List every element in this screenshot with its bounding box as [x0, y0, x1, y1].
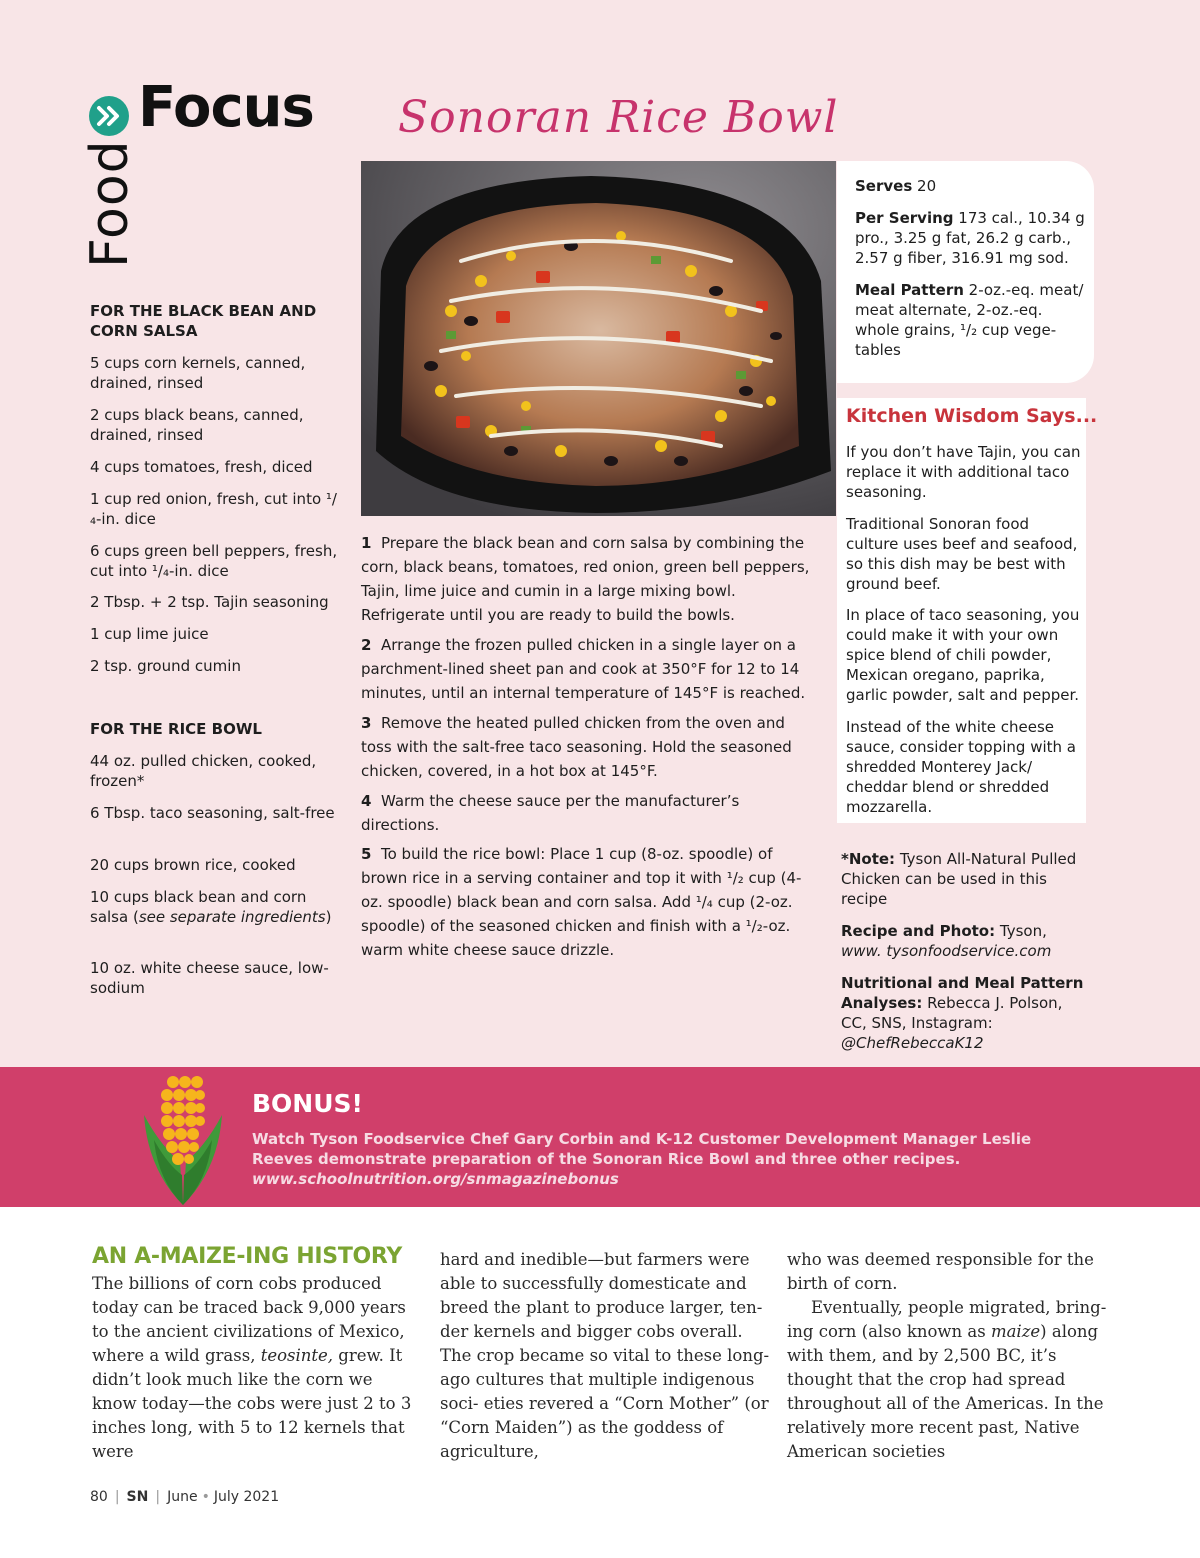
salsa-ingredients-heading: FOR THE BLACK BEAN AND CORN SALSA	[90, 302, 317, 340]
issue-date: July 2021	[213, 1489, 280, 1505]
section-brand-focus: Focus	[138, 75, 314, 140]
kitchen-wisdom-title: Kitchen Wisdom Says...	[846, 405, 1098, 427]
recipe-photo	[361, 161, 836, 516]
double-chevron-right-icon	[89, 96, 129, 136]
ingredient-item: 1 cup lime juice	[90, 625, 209, 643]
step-2: 2 Arrange the frozen pulled chicken in a single layer on a parchment-lined sheet pan and cook at 350°F for 12 to 14 minutes, until an internal temperature of 145°F is reached.	[361, 636, 806, 702]
recipe-credit: Recipe and Photo: Tyson, www. tysonfoodservice.com	[841, 922, 1052, 960]
serves-info: Serves 20	[855, 177, 937, 195]
ingredient-item: 5 cups corn kernels, canned, drained, rinsed	[90, 354, 306, 392]
analysis-credit: Nutritional and Meal Pattern Analyses: Rebecca J. Polson, CC, SNS, Instagram: @ChefRebeccaK12	[841, 974, 1084, 1052]
history-heading: AN A-MAIZE-ING HISTORY	[92, 1244, 403, 1269]
ingredient-item: 1 cup red onion, fresh, cut into ¹/₄-in. dice	[90, 490, 337, 528]
history-column-1: The billions of corn cobs produced today can be traced back 9,000 years to the ancient civilizations of Mexico, where a wild grass, teosinte, grew. It didn’t look much like the corn we know today—the cobs were just 2 to 3 inches long, with 5 to 12 kernels that were	[92, 1274, 412, 1461]
bonus-title: BONUS!	[252, 1089, 363, 1118]
magazine-name: SN	[126, 1489, 149, 1505]
wisdom-tip: Traditional Sonoran food culture uses beef and seafood, so this dish may be best with ground beef.	[846, 515, 1078, 593]
ingredient-item: 2 cups black beans, canned, drained, rinsed	[90, 406, 304, 444]
ingredient-item: 6 Tbsp. taco seasoning, salt-free	[90, 804, 335, 822]
step-3: 3 Remove the heated pulled chicken from the oven and toss with the salt-free taco seasoning. Hold the seasoned chicken, covered, in a hot box at 145°F.	[361, 714, 792, 780]
corn-icon	[138, 1070, 228, 1214]
bonus-description: Watch Tyson Foodservice Chef Gary Corbin and K-12 Customer Development Manager Leslie Reeves demonstrate preparation of the Sonoran Rice Bowl and three other recipes.	[252, 1130, 1032, 1168]
ingredient-item: 10 oz. white cheese sauce, low-sodium	[90, 959, 329, 997]
ingredient-item: 10 cups black bean and corn salsa (see separate ingredients)	[90, 888, 332, 926]
rice-bowl-ingredients-heading: FOR THE RICE BOWL	[90, 720, 262, 738]
step-5: 5 To build the rice bowl: Place 1 cup (8-oz. spoodle) of brown rice in a serving container and top it with ¹/₂ cup (4-oz. spoodle) black bean and corn salsa. Add ¹/₄ cup (2-oz. spoodle) of the seasoned chicken and finish with a ¹/₂-oz. warm white cheese sauce drizzle.	[361, 845, 802, 959]
issue-month: June	[167, 1489, 198, 1505]
section-brand-food: Food	[80, 139, 140, 268]
recipe-title: Sonoran Rice Bowl	[398, 92, 839, 143]
page-number: 80	[90, 1489, 108, 1505]
ingredient-item: 2 tsp. ground cumin	[90, 657, 241, 675]
wisdom-tip: Instead of the white cheese sauce, consider topping with a shredded Monterey Jack/ cheddar blend or shredded mozzarella.	[846, 718, 1076, 816]
bonus-link[interactable]: www.schoolnutrition.org/snmagazinebonus	[252, 1170, 619, 1188]
wisdom-tip: If you don’t have Tajin, you can replace it with additional taco seasoning.	[846, 443, 1081, 501]
wisdom-tip: In place of taco seasoning, you could make it with your own spice blend of chili powder, Mexican oregano, paprika, garlic powder, salt and pepper.	[846, 606, 1080, 704]
history-column-3: who was deemed responsible for the birth of corn. Eventually, people migrated, bring- ing corn (also known as maize) along with them, and by 2,500 BC, it’s thought that the crop had spread throughout all of the Americas. In the relatively more recent past, Native American societies	[787, 1250, 1107, 1461]
step-4: 4 Warm the cheese sauce per the manufacturer’s directions.	[361, 792, 740, 834]
step-1: 1 Prepare the black bean and corn salsa by combining the corn, black beans, tomatoes, red onion, green bell peppers, Tajin, lime juice and cumin in a large mixing bowl. Refrigerate until you are ready to build the bowls.	[361, 534, 810, 624]
ingredient-item: 44 oz. pulled chicken, cooked, frozen*	[90, 752, 317, 790]
per-serving-info: Per Serving 173 cal., 10.34 g pro., 3.25 g fat, 26.2 g carb., 2.57 g fiber, 316.91 mg sod.	[855, 209, 1085, 267]
history-column-2: hard and inedible—but farmers were able to successfully domesticate and breed the plant to produce larger, ten- der kernels and bigger cobs overall. The crop became so vital to these long-ago cultures that multiple indigenous soci- eties revered a “Corn Mother” (or “Corn Maiden”) as the goddess of agriculture,	[440, 1250, 770, 1461]
ingredient-item: 6 cups green bell peppers, fresh, cut into ¹/₄-in. dice	[90, 542, 338, 580]
note-text: *Note: Tyson All-Natural Pulled Chicken can be used in this recipe	[841, 850, 1077, 908]
ingredient-item: 4 cups tomatoes, fresh, diced	[90, 458, 313, 476]
meal-pattern-info: Meal Pattern 2-oz.-eq. meat/ meat alternate, 2-oz.-eq. whole grains, ¹/₂ cup vege- tables	[855, 281, 1084, 359]
ingredient-item: 20 cups brown rice, cooked	[90, 856, 296, 874]
page-footer: 80 | SN | June • July 2021	[90, 1489, 280, 1505]
ingredient-item: 2 Tbsp. + 2 tsp. Tajin seasoning	[90, 593, 329, 611]
